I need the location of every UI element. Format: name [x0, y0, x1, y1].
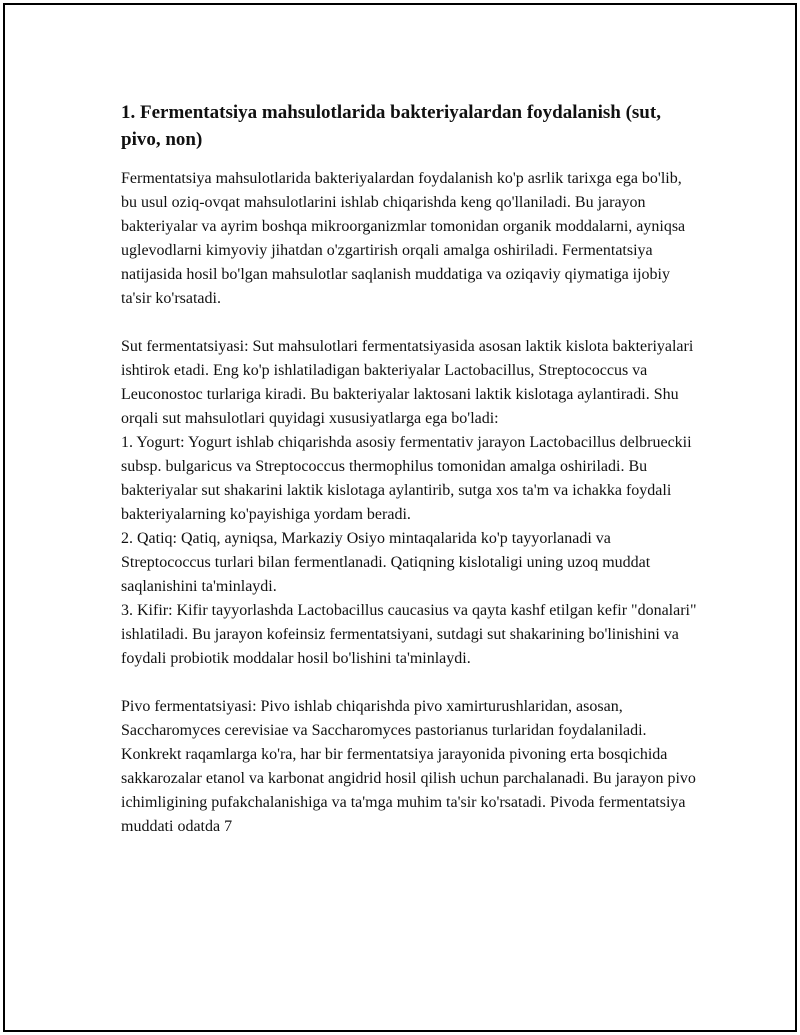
- milk-item-yogurt: 1. Yogurt: Yogurt ishlab chiqarishda asosiy fermentativ jarayon Lactobacillus delbrueckii subsp. bulgaricus va Streptococcus thermophilus tomonidan amalga oshiriladi. Bu bakteriyalar sut shakarini laktik kislotaga aylantirib, sutga xos ta'm va ichakka foydali bakteriyalarning ko'payishiga yordam beradi.: [121, 434, 692, 523]
- intro-paragraph: Fermentatsiya mahsulotlarida bakteriyalardan foydalanish ko'p asrlik tarixga ega bo'lib, bu usul oziq-ovqat mahsulotlarini ishlab chiqarishda keng qo'llaniladi. Bu jarayon bakteriyalar va ayrim boshqa mikroorganizmlar tomonidan organik moddalarni, ayniqsa uglevodlarni kimyoviy jihatdan o'zgartirish orqali amalga oshiriladi. Fermentatsiya natijasida hosil bo'lgan mahsulotlar saqlanish muddatiga va oziqaviy qiymatiga ijobiy ta'sir ko'rsatadi.: [121, 170, 686, 307]
- milk-item-kifir: 3. Kifir: Kifir tayyorlashda Lactobacillus caucasius va qayta kashf etilgan kefir "donalari" ishlatiladi. Bu jarayon kofeinsiz fermentatsiyani, sutdagi sut shakarining bo'linishini va foydali probiotik moddalar hosil bo'lishini ta'minlaydi.: [121, 602, 697, 667]
- paragraph-gap: [121, 671, 701, 695]
- milk-intro-paragraph: Sut fermentatsiyasi: Sut mahsulotlari fermentatsiyasida asosan laktik kislota bakteriyalari ishtirok etadi. Eng ko'p ishlatiladigan bakteriyalar Lactobacillus, Streptococcus va Leuconostoc turlariga kiradi. Bu bakteriyalar laktosani laktik kislotaga aylantiradi. Shu orqali sut mahsulotlari quyidagi xususiyatlarga ega bo'ladi:: [121, 338, 694, 427]
- section-title: 1. Fermentatsiya mahsulotlarida bakteriyalardan foydalanish (sut, pivo, non): [121, 102, 661, 150]
- document-body: [121, 99, 701, 839]
- document-page: [3, 3, 797, 1032]
- beer-paragraph: Pivo fermentatsiyasi: Pivo ishlab chiqarishda pivo xamirturushlaridan, asosan, Saccharomyces cerevisiae va Saccharomyces pastorianus turlaridan foydalaniladi. Konkrekt raqamlarga ko'ra, har bir fermentatsiya jarayonida pivoning erta bosqichida sakkarozalar etanol va karbonat angidrid hosil qilish uchun parchalanadi. Bu jarayon pivo ichimligining pufakchalanishiga va ta'mga muhim ta'sir ko'rsatadi. Pivoda fermentatsiya muddati odatda 7: [121, 698, 696, 835]
- milk-item-qatiq: 2. Qatiq: Qatiq, ayniqsa, Markaziy Osiyo mintaqalarida ko'p tayyorlanadi va Streptococcus turlari bilan fermentlanadi. Qatiqning kislotaligi uning uzoq muddat saqlanishini ta'minlaydi.: [121, 530, 651, 595]
- paragraph-gap: [121, 311, 701, 335]
